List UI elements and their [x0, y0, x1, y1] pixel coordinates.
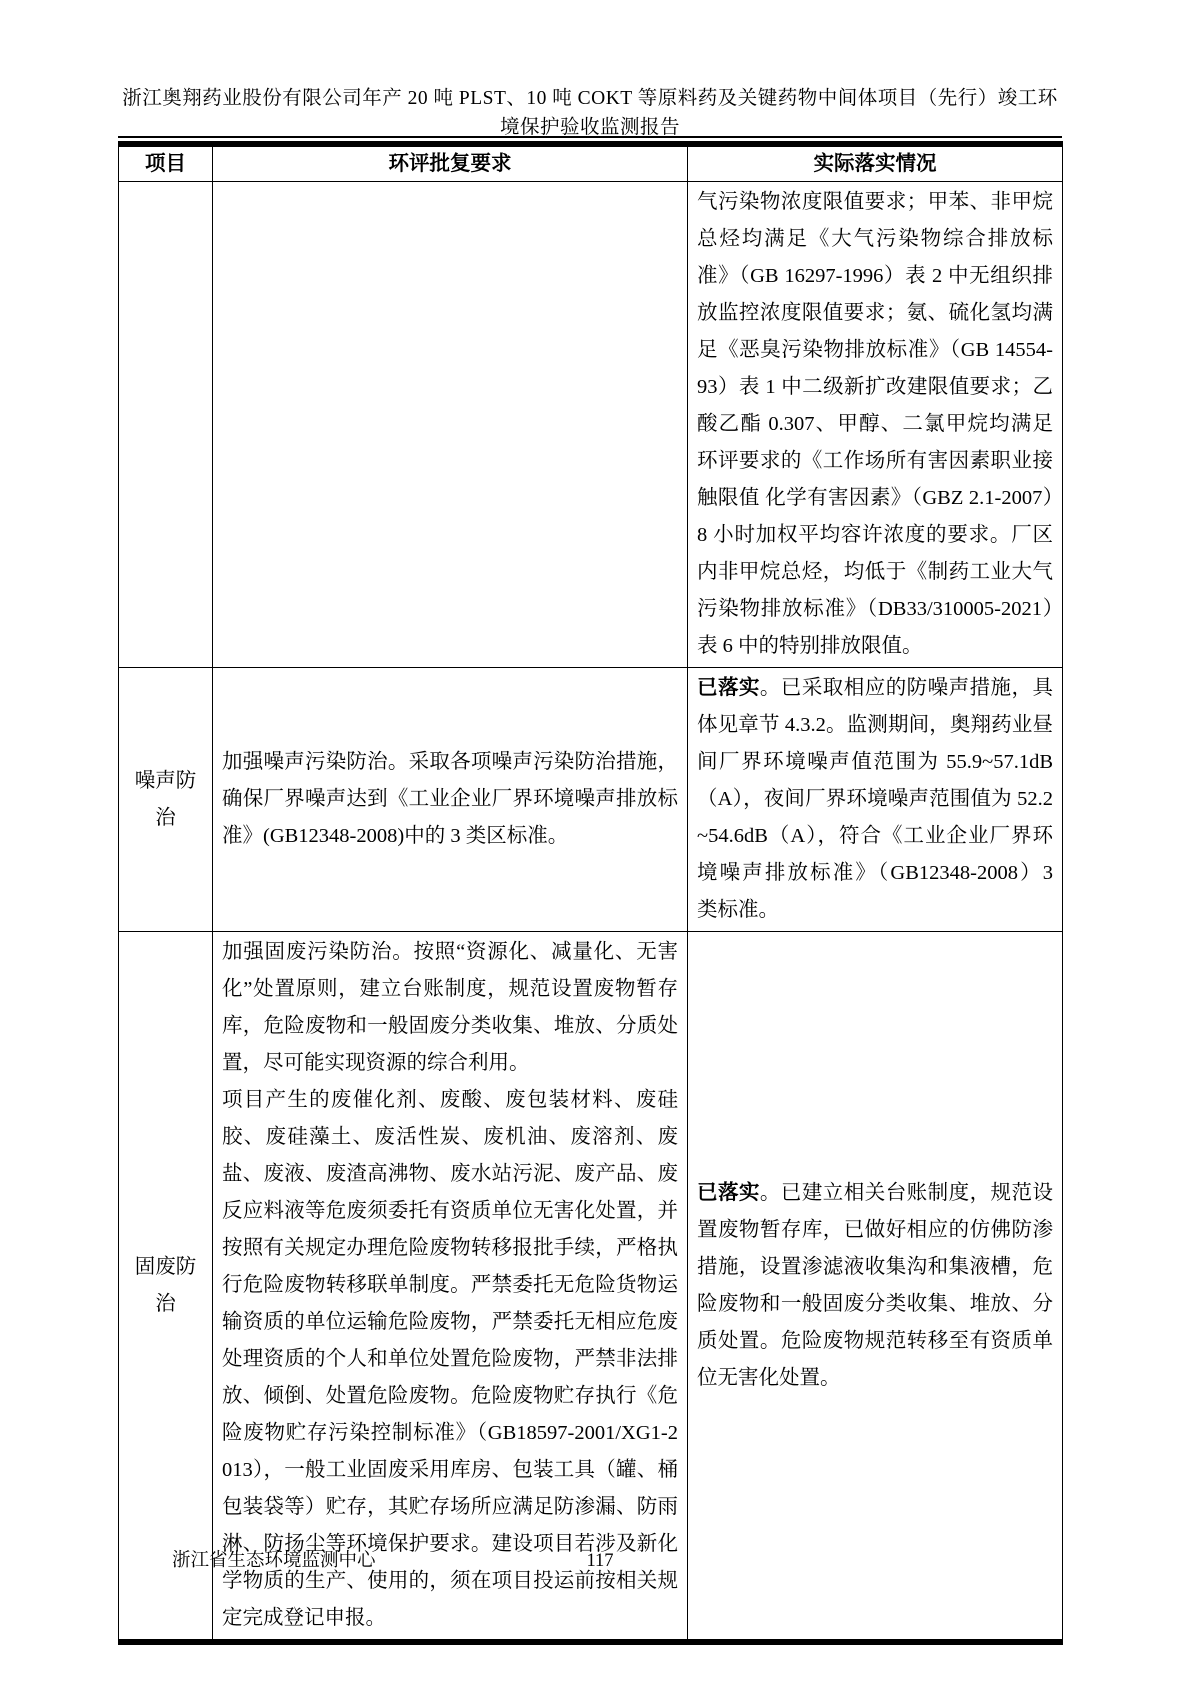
status-label: 已落实 [697, 677, 760, 699]
implementation-cell-noise [688, 668, 1063, 932]
header-rule [118, 136, 1062, 138]
footer-page-number: 117 [586, 1551, 614, 1571]
col-header-implementation: 实际落实情况 [688, 144, 1063, 182]
implementation-detail: 。已采取相应的防噪声措施，具体见章节 4.3.2。监测期间，奥翔药业昼间厂界环境噪声值范围为 55.9~57.1dB（A），夜间厂界环境噪声范围值为 52.2~54.6dB（A），符合《工业企业厂界环境噪声排放标准》（GB12348-2008）3 类标准。 [697, 677, 1053, 921]
item-cell-solid-waste: 固废防治 [119, 932, 213, 1643]
implementation-cell-solid-waste [688, 932, 1063, 1643]
requirement-cell-solid-waste [213, 932, 688, 1643]
table-header-row [119, 144, 1063, 182]
requirement-cell-noise [213, 668, 688, 932]
document-header-title: 浙江奥翔药业股份有限公司年产 20 吨 PLST、10 吨 COKT 等原料药及关键药物中间体项目（先行）竣工环境保护验收监测报告 [122, 88, 1058, 138]
col-header-item: 项目 [119, 144, 213, 182]
implementation-cell-waste-gas [688, 182, 1063, 668]
status-label: 已落实 [697, 1181, 760, 1204]
implementation-text: 气污染物浓度限值要求；甲苯、非甲烷总烃均满足《大气污染物综合排放标准》（GB 16297-1996）表 2 中无组织排放监控浓度限值要求；氨、硫化氢均满足《恶臭污染物排放标准》（GB 14554-93）表 1 中二级新扩改建限值要求；乙酸乙酯 0.307、甲醇、二氯甲烷均满足环评要求的《工作场所有害因素职业接触限值 化学有害因素》（GBZ 2.1-2007）8 小时加权平均容许浓度的要求。厂区内非甲烷总烃，均低于《制药工业大气污染物排放标准》（DB33/310005-2021）表 6 中的特别排放限值。 [697, 191, 1053, 657]
requirement-paragraph-2: 项目产生的废催化剂、废酸、废包装材料、废硅胶、废硅藻土、废活性炭、废机油、废溶剂、废盐、废液、废渣高沸物、废水站污泥、废产品、废反应料液等危废须委托有资质单位无害化处置，并按照有关规定办理危险废物转移报批手续，严格执行危险废物转移联单制度。严禁委托无危险货物运输资质的单位运输危险废物，严禁委托无相应危废处理资质的个人和单位处置危险废物，严禁非法排放、倾倒、处置危险废物。危险废物贮存执行《危险废物贮存污染控制标准》（GB18597-2001/XG1-2013），一般工业固废采用库房、包装工具（罐、桶包装袋等）贮存，其贮存场所应满足防渗漏、防雨淋、防扬尘等环境保护要求。建设项目若涉及新化学物质的生产、使用的，须在项目投运前按相关规定完成登记申报。 [222, 1089, 678, 1629]
footer-org-name: 浙江省生态环境监测中心 [172, 1551, 376, 1571]
requirement-cell-empty [213, 182, 688, 668]
requirement-text: 加强噪声污染防治。采取各项噪声污染防治措施，确保厂界噪声达到《工业企业厂界环境噪声排放标准》(GB12348-2008)中的 3 类区标准。 [222, 751, 678, 847]
implementation-text [697, 670, 1053, 929]
table-row-solid-waste [119, 932, 1063, 1643]
requirement-paragraph-1: 加强固废污染防治。按照“资源化、减量化、无害化”处置原则，建立台账制度，规范设置废物暂存库，危险废物和一般固废分类收集、堆放、分质处置，尽可能实现资源的综合利用。 [222, 941, 678, 1074]
table-row-noise [119, 668, 1063, 932]
implementation-detail: 。已建立相关台账制度，规范设置废物暂存库，已做好相应的仿佛防渗措施，设置渗滤液收集沟和集液槽，危险废物和一般固废分类收集、堆放、分质处置。危险废物规范转移至有资质单位无害化处置。 [697, 1181, 1053, 1389]
item-cell-empty [119, 182, 213, 668]
table-row-waste-gas-continued [119, 182, 1063, 668]
item-cell-noise: 噪声防治 [119, 668, 213, 932]
acceptance-table [118, 141, 1063, 1645]
implementation-text [697, 1175, 1053, 1397]
col-header-requirement: 环评批复要求 [213, 144, 688, 182]
